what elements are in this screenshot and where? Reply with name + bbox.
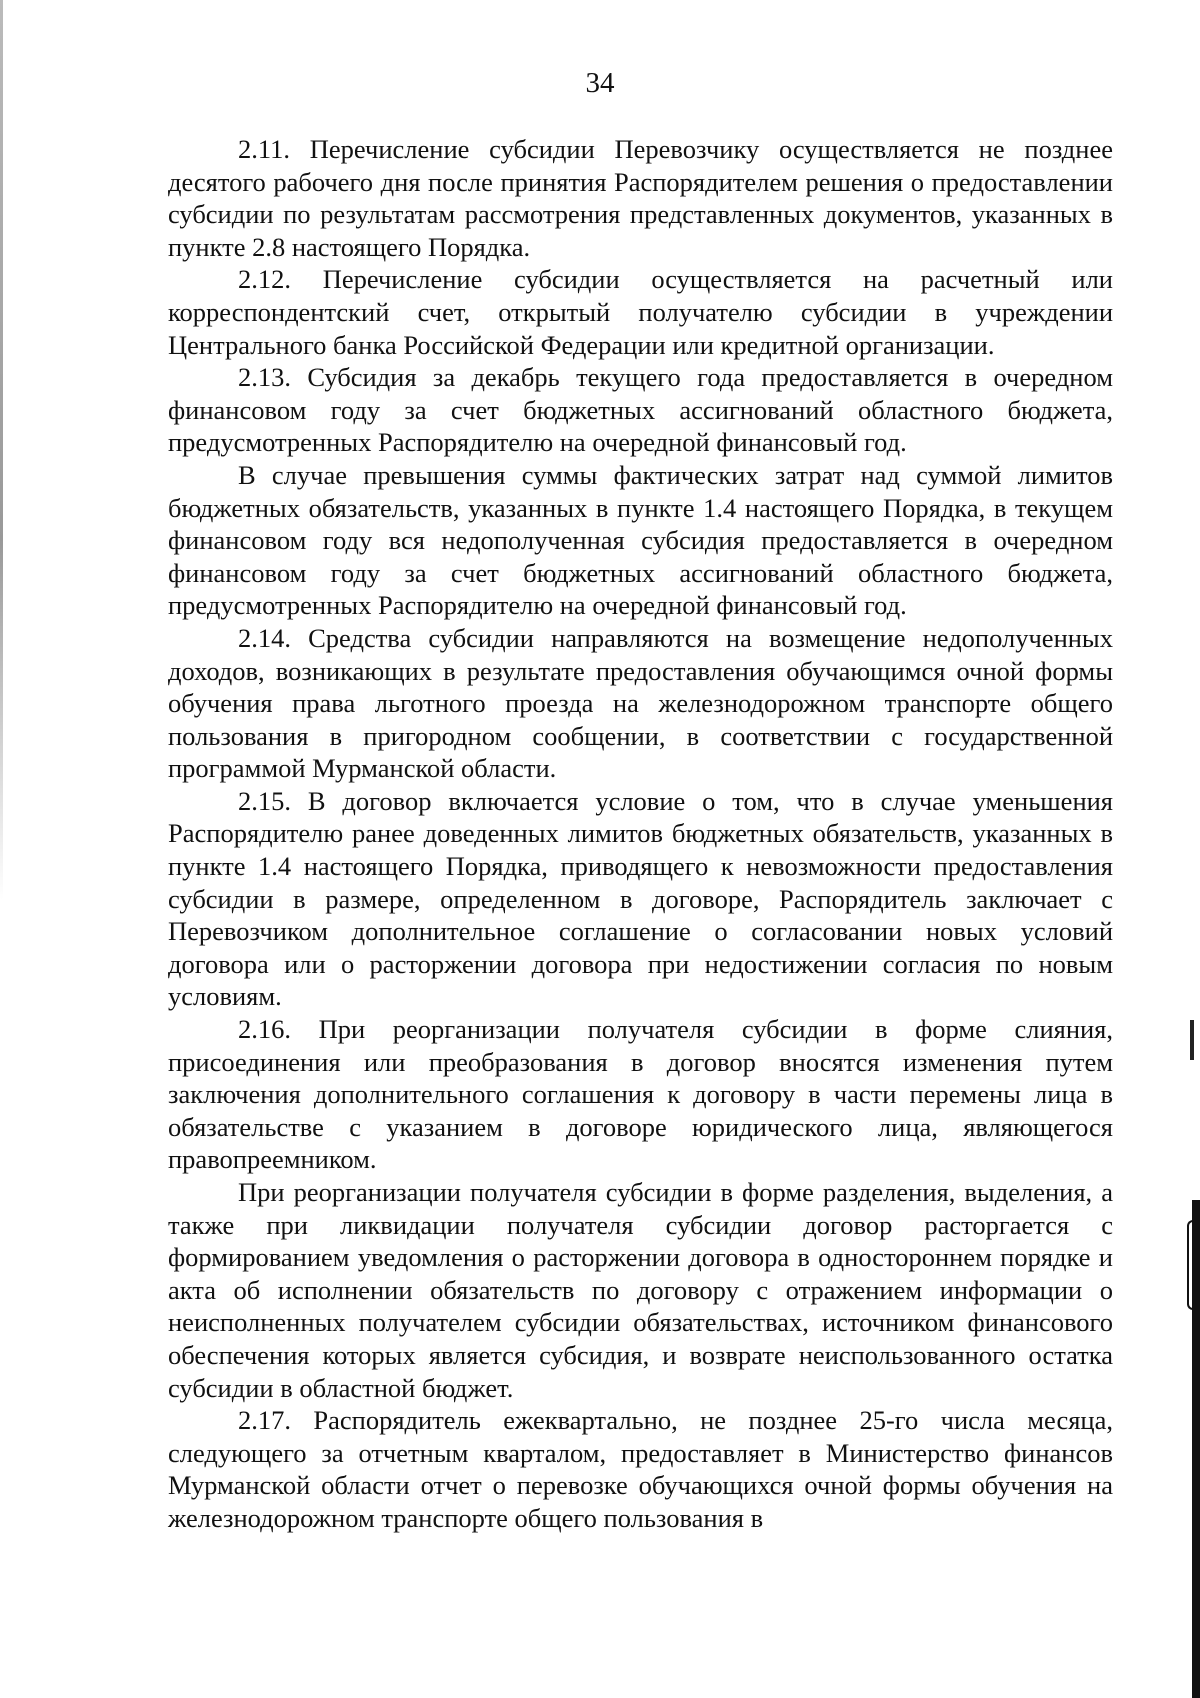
paragraph-2-16-continuation: При реорганизации получателя субсидии в форме разделения, выделения, а также при ликвидации получателя субсидии договор расторгается с формированием уведомления о расторжении договора в одностороннем порядке и акта об исполнении обязательств по договору с отражением информации о неисполненных получателем субсидии обязательствах, источником финансового обеспечения которых является субсидия, и возврате неиспользованного остатка субсидии в областной бюджет.	[168, 1177, 1113, 1403]
scan-binding-clip	[1187, 1220, 1193, 1310]
scan-edge-shadow	[0, 0, 3, 900]
document-body	[168, 133, 1113, 1535]
scan-binding-mark	[1190, 1020, 1194, 1060]
scan-binding-edge	[1192, 1200, 1200, 1698]
page-number: 34	[585, 67, 615, 99]
paragraph-2-13-continuation: В случае превышения суммы фактических затрат над суммой лимитов бюджетных обязательств, указанных в пункте 1.4 настоящего Порядка, в текущем финансовом году вся недополученная субсидия предоставляется в очередном финансовом году за счет бюджетных ассигнований областного бюджета, предусмотренных Распорядителю на очередной финансовый год.	[168, 459, 1113, 621]
paragraph-2-17: 2.17. Распорядитель ежеквартально, не позднее 25-го числа месяца, следующего за отчетным кварталом, предоставляет в Министерство финансов Мурманской области отчет о перевозке обучающихся очной формы обучения на железнодорожном транспорте общего пользования в	[168, 1405, 1113, 1533]
paragraph-2-13: 2.13. Субсидия за декабрь текущего года предоставляется в очередном финансовом году за счет бюджетных ассигнований областного бюджета, предусмотренных Распорядителю на очередной финансовый год.	[168, 362, 1113, 458]
paragraph-2-12: 2.12. Перечисление субсидии осуществляется на расчетный или корреспондентский счет, открытый получателю субсидии в учреждении Центрального банка Российской Федерации или кредитной организации.	[168, 264, 1113, 360]
paragraph-2-14: 2.14. Средства субсидии направляются на возмещение недополученных доходов, возникающих в результате предоставления обучающимся очной формы обучения права льготного проезда на железнодорожном транспорте общего пользования в пригородном сообщении, в соответствии с государственной программой Мурманской области.	[168, 622, 1113, 784]
paragraph-2-16: 2.16. При реорганизации получателя субсидии в форме слияния, присоединения или преобразования в договор вносятся изменения путем заключения дополнительного соглашения к договору в части перемены лица в обязательстве с указанием в договоре юридического лица, являющегося правопреемником.	[168, 1014, 1113, 1175]
paragraph-2-15: 2.15. В договор включается условие о том, что в случае уменьшения Распорядителю ранее доведенных лимитов бюджетных обязательств, указанных в пункте 1.4 настоящего Порядка, приводящего к невозможности предоставления субсидии в размере, определенном в договоре, Распорядитель заключает с Перевозчиком дополнительное соглашение о согласовании новых условий договора или о расторжении договора при недостижении согласия по новым условиям.	[168, 785, 1113, 1012]
paragraph-2-11: 2.11. Перечисление субсидии Перевозчику осуществляется не позднее десятого рабочего дня после принятия Распорядителем решения о предоставлении субсидии по результатам рассмотрения представленных документов, указанных в пункте 2.8 настоящего Порядка.	[168, 134, 1113, 262]
